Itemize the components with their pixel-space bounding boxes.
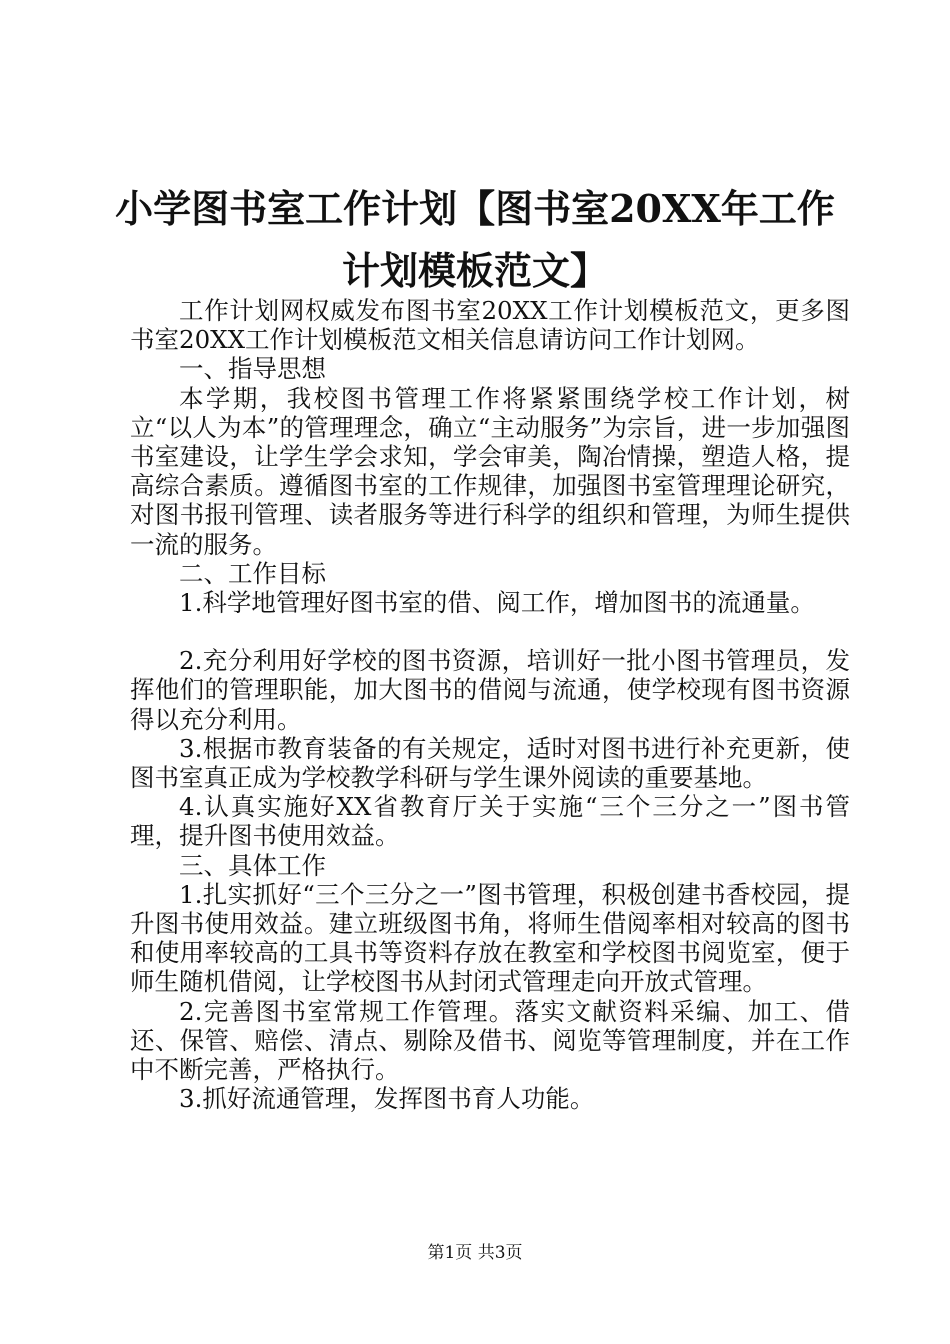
work-item-3: 3.抓好流通管理，发挥图书育人功能。 — [179, 1084, 595, 1114]
goal-item-3: 3.根据市教育装备的有关规定，适时对图书进行补充更新，使图书室真正成为学校教学科研与学生课外阅读的重要基地。 — [130, 733, 850, 793]
document-title: 小学图书室工作计划【图书室20XX年工作计划模板范文】 — [115, 186, 835, 293]
goal-item-2: 2.充分利用好学校的图书资源，培训好一批小图书管理员，发挥他们的管理职能，加大图书的借阅与流通，使学校现有图书资源得以充分利用。 — [130, 646, 850, 734]
work-item-1: 1.扎实抓好“三个三分之一”图书管理，积极创建书香校园，提升图书使用效益。建立班级图书角，将师生借阅率相对较高的图书和使用率较高的工具书等资料存放在教室和学校图书阅览室，便于师生随机借阅，让学校图书从封闭式管理走向开放式管理。 — [130, 879, 850, 997]
goal-item-4: 4.认真实施好XX省教育厅关于实施“三个三分之一”图书管理，提升图书使用效益。 — [130, 792, 850, 851]
page-footer: 第1页 共3页 — [427, 1243, 523, 1263]
goal-item-1: 1.科学地管理好图书室的借、阅工作，增加图书的流通量。 — [179, 588, 815, 618]
section-heading-work-goals: 二、工作目标 — [179, 558, 326, 588]
work-item-2: 2.完善图书室常规工作管理。落实文献资料采编、加工、借还、保管、赔偿、清点、剔除及借书、阅览等管理制度，并在工作中不断完善，严格执行。 — [130, 996, 850, 1085]
intro-paragraph: 工作计划网权威发布图书室20XX工作计划模板范文，更多图书室20XX工作计划模板范文相关信息请访问工作计划网。 — [130, 296, 850, 355]
document-body — [130, 296, 850, 1113]
section-heading-specific-work: 三、具体工作 — [179, 850, 326, 880]
guiding-thought-paragraph: 本学期，我校图书管理工作将紧紧围绕学校工作计划，树立“以人为本”的管理理念，确立“主动服务”为宗旨，进一步加强图书室建设，让学生学会求知，学会审美，陶冶情操，塑造人格，提高综合素质。遵循图书室的工作规律，加强图书室管理理论研究，对图书报刊管理、读者服务等进行科学的组织和管理，为师生提供一流的服务。 — [130, 383, 850, 559]
section-heading-guiding-thought: 一、指导思想 — [179, 354, 326, 384]
